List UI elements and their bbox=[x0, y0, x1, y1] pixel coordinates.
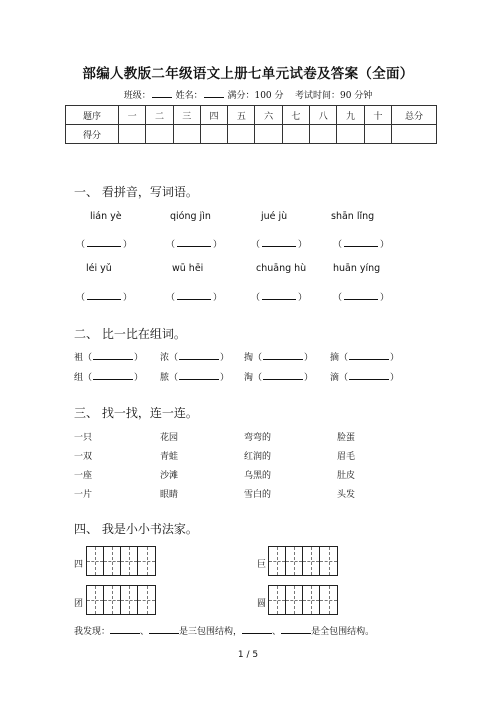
found-blank[interactable] bbox=[242, 626, 272, 634]
model-char: 四 bbox=[74, 560, 84, 570]
compare-item[interactable]: 袓（ ） bbox=[74, 353, 144, 363]
answer-blank[interactable]: （ ） bbox=[251, 240, 308, 250]
answer-blank[interactable]: （ ） bbox=[76, 240, 133, 250]
score-cell[interactable] bbox=[200, 125, 227, 144]
score-cell[interactable] bbox=[173, 125, 200, 144]
match-item[interactable]: 雪白的 bbox=[244, 490, 272, 500]
section2-heading: 二、 比一比在组词。 bbox=[74, 327, 186, 341]
match-item[interactable]: 眼睛 bbox=[160, 490, 179, 500]
match-item[interactable]: 一座 bbox=[74, 471, 93, 481]
match-item[interactable]: 脸蛋 bbox=[337, 433, 356, 443]
exam-time: 考试时间：90 分钟 bbox=[294, 91, 373, 101]
answer-blank[interactable]: （ ） bbox=[166, 293, 223, 303]
answer-blank[interactable]: （ ） bbox=[76, 293, 133, 303]
writing-grid[interactable] bbox=[86, 546, 156, 576]
match-item[interactable]: 花园 bbox=[160, 433, 179, 443]
answer-blank[interactable]: （ ） bbox=[333, 240, 390, 250]
score-header-cell: 十 bbox=[364, 106, 391, 125]
match-item[interactable]: 眉毛 bbox=[337, 452, 356, 462]
match-item[interactable]: 一只 bbox=[74, 433, 93, 443]
score-header-cell: 三 bbox=[173, 106, 200, 125]
score-cell[interactable] bbox=[255, 125, 282, 144]
compare-item[interactable]: 淘（ ） bbox=[244, 373, 314, 383]
model-char: 圆 bbox=[257, 599, 267, 609]
score-header-cell: 五 bbox=[228, 106, 255, 125]
model-char: 巨 bbox=[257, 560, 267, 570]
match-item[interactable]: 弯弯的 bbox=[244, 433, 272, 443]
match-item[interactable]: 头发 bbox=[337, 490, 356, 500]
pinyin: shān lǐng bbox=[331, 211, 375, 222]
score-cell[interactable] bbox=[364, 125, 391, 144]
score-cell[interactable] bbox=[310, 125, 337, 144]
score-row-label: 得分 bbox=[66, 125, 119, 144]
score-header-row bbox=[66, 106, 437, 125]
compare-item[interactable]: 脓（ ） bbox=[160, 373, 230, 383]
writing-grid[interactable] bbox=[268, 585, 338, 615]
pinyin: wū hēi bbox=[172, 263, 204, 274]
pinyin: huān yíng bbox=[333, 263, 381, 274]
name-label: 姓名： bbox=[175, 91, 203, 101]
score-header-cell: 题序 bbox=[66, 106, 119, 125]
score-row bbox=[66, 125, 437, 144]
match-item[interactable]: 乌黑的 bbox=[244, 471, 272, 481]
score-cell[interactable] bbox=[146, 125, 173, 144]
score-cell[interactable] bbox=[228, 125, 255, 144]
writing-grid[interactable] bbox=[86, 585, 156, 615]
answer-blank[interactable]: （ ） bbox=[251, 293, 308, 303]
score-header-cell: 二 bbox=[146, 106, 173, 125]
document-title: 部编人教版二年级语文上册七单元试卷及答案（全面） bbox=[82, 66, 414, 82]
score-cell[interactable] bbox=[119, 125, 146, 144]
section4-heading: 四、 我是小小书法家。 bbox=[74, 522, 198, 536]
found-blank[interactable] bbox=[281, 626, 311, 634]
match-item[interactable]: 一片 bbox=[74, 490, 93, 500]
pinyin: qióng jìn bbox=[170, 211, 211, 222]
score-cell[interactable] bbox=[282, 125, 309, 144]
compare-item[interactable]: 滴（ ） bbox=[330, 373, 400, 383]
match-item[interactable]: 沙滩 bbox=[160, 471, 179, 481]
pinyin: léi yǔ bbox=[86, 263, 112, 274]
score-header-cell: 一 bbox=[119, 106, 146, 125]
model-char: 团 bbox=[74, 599, 84, 609]
compare-item[interactable]: 浓（ ） bbox=[160, 353, 230, 363]
writing-grid[interactable] bbox=[268, 546, 338, 576]
class-blank[interactable] bbox=[152, 89, 172, 98]
found-sentence: 我发现： 、 是三包围结构， 、 是全包围结构。 bbox=[74, 627, 375, 637]
match-item[interactable]: 青蛙 bbox=[160, 452, 179, 462]
pinyin: lián yè bbox=[90, 211, 122, 222]
score-header-cell: 四 bbox=[200, 106, 227, 125]
score-header-cell: 七 bbox=[282, 106, 309, 125]
answer-blank[interactable]: （ ） bbox=[333, 293, 390, 303]
section1-heading: 一、 看拼音，写词语。 bbox=[74, 185, 198, 199]
page-number: 1 / 5 bbox=[237, 650, 259, 660]
compare-item[interactable]: 掏（ ） bbox=[244, 353, 314, 363]
compare-item[interactable]: 摘（ ） bbox=[330, 353, 400, 363]
class-label: 班级： bbox=[123, 91, 151, 101]
score-header-cell: 六 bbox=[255, 106, 282, 125]
score-header-cell: 九 bbox=[337, 106, 364, 125]
score-cell[interactable] bbox=[392, 125, 437, 144]
found-blank[interactable] bbox=[149, 626, 179, 634]
full-score: 满分：100 分 bbox=[227, 91, 284, 101]
found-blank[interactable] bbox=[110, 626, 140, 634]
section3-heading: 三、 找一找，连一连。 bbox=[74, 406, 198, 420]
compare-item[interactable]: 组（ ） bbox=[74, 373, 144, 383]
score-table bbox=[65, 105, 437, 144]
score-header-cell: 总分 bbox=[392, 106, 437, 125]
score-header-cell: 八 bbox=[310, 106, 337, 125]
match-item[interactable]: 肚皮 bbox=[337, 471, 356, 481]
pinyin: jué jù bbox=[261, 211, 288, 222]
name-blank[interactable] bbox=[204, 89, 224, 98]
match-item[interactable]: 一双 bbox=[74, 452, 93, 462]
score-cell[interactable] bbox=[337, 125, 364, 144]
exam-info bbox=[0, 88, 496, 101]
answer-blank[interactable]: （ ） bbox=[166, 240, 223, 250]
pinyin: chuāng hù bbox=[256, 263, 307, 274]
match-item[interactable]: 红润的 bbox=[244, 452, 272, 462]
